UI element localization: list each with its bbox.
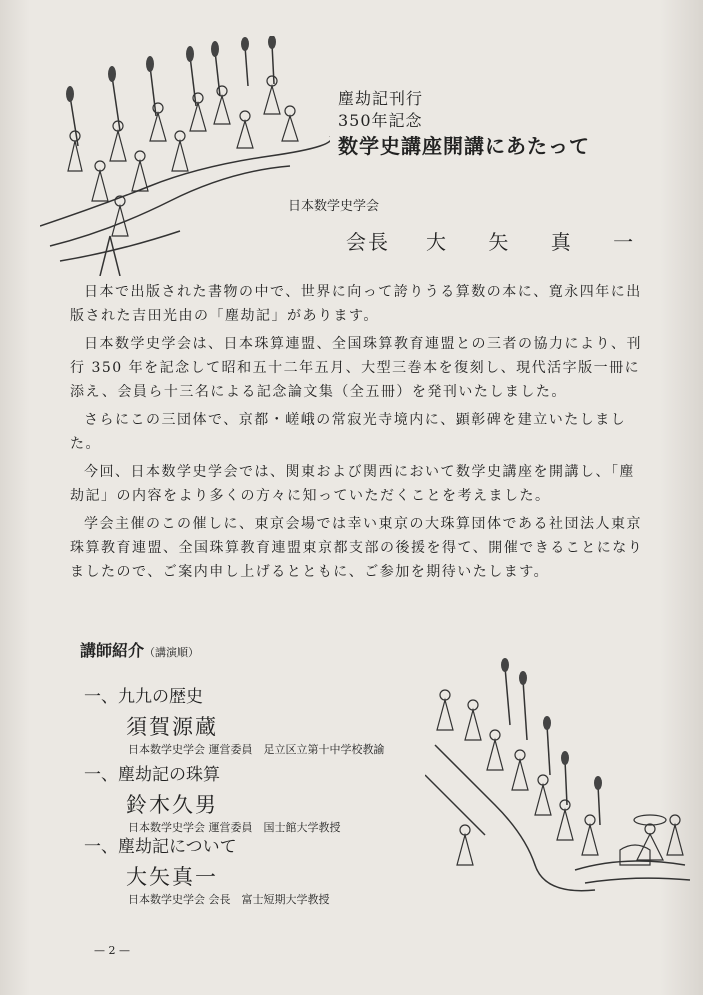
lecture-topic: 一、九九の歴史 xyxy=(84,687,203,707)
lecturers-order-note: （講演順） xyxy=(144,646,200,659)
body-paragraph-5: 学会主催のこの催しに、東京会場では幸い東京の大珠算団体である社団法人東京珠算教育連盟、全国珠算教育連盟東京都支部の後援を得て、開催できることになりましたので、ご案内申し上げるとともに、ご参加を期待いたします。 xyxy=(70,516,644,580)
body-paragraph-4: 今回、日本数学史学会では、関東および関西において数学史講座を開講し、「塵劫記」の内容をより多くの方々に知っていただくことを考えました。 xyxy=(70,464,635,504)
lecture-topic: 一、塵劫記について xyxy=(84,837,237,857)
body-paragraph-1: 日本で出版された書物の中で、世界に向って誇りうる算数の本に、寛永四年に出版された吉田光由の「塵劫記」があります。 xyxy=(70,284,642,324)
lecturer-name: 須賀源蔵 xyxy=(126,715,218,739)
lecture-item xyxy=(84,832,330,907)
author-name: 大 矢 真 一 xyxy=(426,230,652,254)
lecture-item xyxy=(84,682,385,757)
body-text xyxy=(70,280,645,588)
author-organization: 日本数学史学会 xyxy=(288,199,380,214)
title-line-2: 350年記念 xyxy=(338,111,423,130)
lecture-item xyxy=(84,760,341,835)
lecturer-name: 鈴木久男 xyxy=(126,793,218,817)
lecturers-heading xyxy=(80,638,199,661)
lecturer-affiliation: 日本数学史学会 運営委員 足立区立第十中学校教諭 xyxy=(128,743,385,756)
author-line xyxy=(346,226,651,255)
lecturer-affiliation: 日本数学史学会 会長 富士短期大学教授 xyxy=(128,893,330,906)
lecturer-affiliation: 日本数学史学会 運営委員 国士館大学教授 xyxy=(128,821,341,834)
title-line-3: 数学史講座開講にあたって xyxy=(338,134,590,158)
lecturer-name: 大矢真一 xyxy=(126,865,218,889)
procession-illustration-top xyxy=(40,36,330,276)
title-line-1: 塵劫記刊行 xyxy=(338,89,424,108)
body-paragraph-2: 日本数学史学会は、日本珠算連盟、全国珠算教育連盟との三者の協力により、刊行 350 年を記念して昭和五十二年五月、大型三巻本を復刻し、現代活字版一冊に添え、会員ら十三名による記念論文集（全五冊）を発刊いたしました。 xyxy=(70,336,642,400)
body-paragraph-3: さらにこの三団体で、京都・嵯峨の常寂光寺境内に、顕彰碑を建立いたしました。 xyxy=(70,412,627,452)
lecturers-heading-text: 講師紹介 xyxy=(80,641,145,660)
author-role: 会長 xyxy=(346,230,390,254)
title-block xyxy=(338,88,590,160)
page-number: — 2 — xyxy=(94,944,130,957)
procession-illustration-bottom xyxy=(425,655,695,895)
lecture-topic: 一、塵劫記の珠算 xyxy=(84,765,220,785)
